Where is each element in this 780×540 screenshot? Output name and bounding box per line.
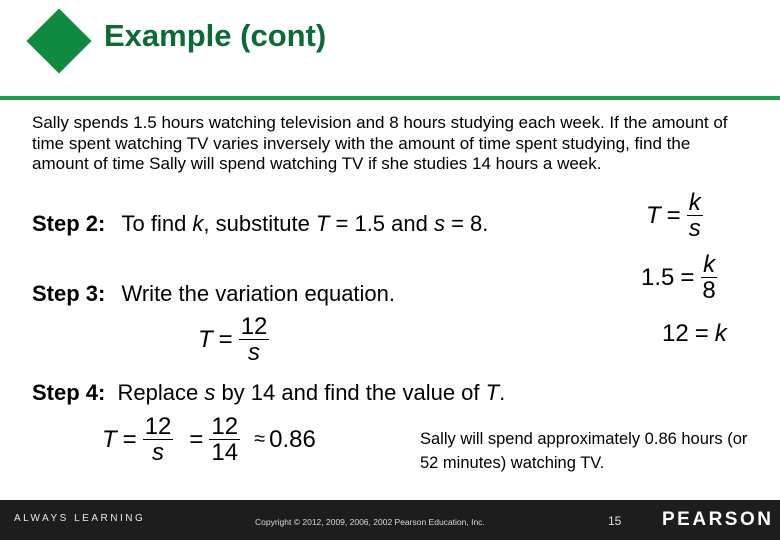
equation-substituted — [641, 252, 718, 303]
always-learning-logo: ALWAYS LEARNING — [14, 513, 146, 524]
title-divider — [0, 96, 780, 100]
step-4-s: s — [204, 380, 216, 405]
eq-sub-lhs: 1.5 — [641, 263, 675, 291]
eq-general-numerator: k — [688, 189, 701, 216]
step-2-k: k — [192, 211, 204, 236]
step-4-text-b: by 14 and find the value of — [215, 380, 486, 405]
eq-var-denominator: s — [248, 339, 261, 367]
eq-sub-denominator: 8 — [702, 277, 716, 305]
eq-var-lhs: T — [198, 325, 213, 353]
page-number: 15 — [608, 514, 622, 528]
step-4 — [32, 380, 505, 406]
eq-final-numerator-2: 12 — [211, 413, 239, 440]
eq-final-equals-1: = — [122, 425, 137, 453]
title-diamond-icon — [26, 8, 91, 73]
eq-solved-equals: = — [694, 320, 709, 347]
step-2-text-c: = 1.5 and — [329, 211, 434, 236]
step-2-text-d: = 8. — [444, 211, 489, 236]
step-3 — [32, 281, 395, 307]
equation-solved — [662, 320, 727, 348]
eq-final-denominator-1: s — [152, 439, 165, 467]
step-2-label: Step 2: — [32, 211, 106, 236]
step-2-T: T — [315, 211, 330, 236]
eq-final-result: 0.86 — [269, 425, 316, 453]
step-3-label: Step 3: — [32, 281, 106, 306]
eq-final-numerator-1: 12 — [144, 413, 172, 440]
eq-general-denominator: s — [688, 215, 701, 243]
eq-var-numerator: 12 — [240, 313, 268, 340]
step-4-T: T — [485, 380, 500, 405]
equation-variation — [198, 314, 269, 365]
step-4-label: Step 4: — [32, 380, 106, 405]
equation-final — [102, 414, 316, 465]
eq-sub-numerator: k — [703, 251, 716, 278]
eq-solved-lhs: 12 — [662, 320, 689, 347]
eq-var-equals: = — [218, 325, 233, 353]
eq-final-lhs: T — [102, 425, 117, 453]
eq-final-approx: ≈ — [254, 428, 266, 451]
step-4-text-c: . — [499, 380, 506, 405]
step-4-text-a: Replace — [117, 380, 205, 405]
problem-paragraph: Sally spends 1.5 hours watching television and 8 hours studying each week. If the amount of time spent watching TV varies inversely with the amount of time spent studying, find the amount of time Sally will spend watching TV if she studies 14 hours a week. — [32, 113, 728, 173]
eq-final-denominator-2: 14 — [211, 439, 239, 467]
copyright-text: Copyright © 2012, 2009, 2006, 2002 Pearson Education, Inc. — [255, 517, 485, 527]
pearson-logo: PEARSON — [662, 509, 774, 530]
step-2-text-a: To find — [121, 211, 193, 236]
equation-general — [646, 190, 703, 241]
conclusion-text: Sally will spend approximately 0.86 hours (or 52 minutes) watching TV. — [420, 430, 748, 472]
eq-solved-rhs: k — [714, 320, 727, 347]
step-2 — [32, 211, 488, 237]
step-3-text: Write the variation equation. — [121, 281, 396, 306]
eq-final-equals-2: = — [189, 425, 204, 453]
step-2-s: s — [433, 211, 445, 236]
eq-general-lhs: T — [646, 201, 661, 229]
eq-general-equals: = — [666, 201, 681, 229]
step-2-text-b: , substitute — [203, 211, 316, 236]
eq-sub-equals: = — [680, 263, 695, 291]
slide-title: Example (cont) — [104, 18, 327, 53]
